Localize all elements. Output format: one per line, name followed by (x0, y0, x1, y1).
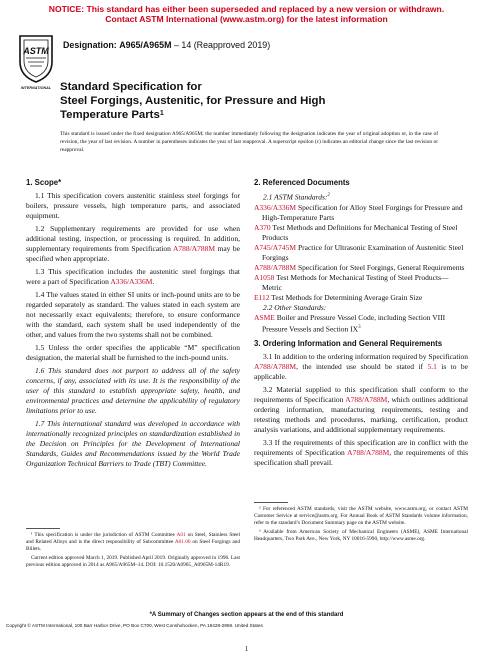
reference-item (254, 243, 468, 263)
scope-1-5: 1.5 Unless the order specifies the applicable “M” specification designation, the material shall be furnished to the inch-pound units. (26, 343, 240, 362)
link-a788[interactable]: A788/A788M (172, 244, 216, 253)
reference-item (254, 263, 468, 273)
reference-title: Specification for Alloy Steel Forgings for Pressure and High-Temperature Parts (262, 202, 463, 222)
footnote-rule-right (254, 502, 288, 503)
ordering-3-3: 3.3 If the requirements of this specification are in conflict with the requirements of Specification A788/A788M, the requirements of this specification shall prevail. (254, 438, 468, 467)
scope-1-3: 1.3 This specification includes the austenitic steel forgings that were a part of Specification A336/A336M. (26, 267, 240, 286)
scope-1-1: 1.1 This specification covers austenitic stainless steel forgings for boilers, pressure vessels, high temperature parts, and associated equipment. (26, 191, 240, 220)
link-a788[interactable]: A788/A788M (347, 448, 390, 457)
reference-title: Test Methods for Determining Average Grain Size (269, 292, 423, 302)
logo-label: INTERNATIONAL (20, 86, 52, 90)
title-line-2: Steel Forgings, Austenitic, for Pressure and High (60, 95, 326, 107)
section-ordering-heading: 3. Ordering Information and General Requirements (254, 339, 443, 348)
designation-suffix: – 14 (Reapproved 2019) (171, 40, 271, 50)
astm-logo-icon (16, 32, 56, 84)
link-a01[interactable]: A01 (176, 532, 186, 538)
reference-list (254, 203, 468, 303)
reference-item (254, 203, 468, 223)
title-footnote-mark: 1 (159, 110, 164, 117)
reference-title: Test Methods and Definitions for Mechanical Testing of Steel Products (262, 222, 458, 242)
preamble: This standard is issued under the fixed designation A965/A965M; the number immediately following the designation indicates the year of original adoption or, in the case of revision, the year of last revision. A number in parentheses indicates the year of last reapproval. A superscript epsilon (ε) indicates an editorial change since the last revision or reapproval. (60, 131, 438, 153)
footnote-edition: Current edition approved March 1, 2019. Published April 2019. Originally approved in 1996. Last previous edition approved in 2014 as A965/A965M–14. DOI: 10.1520/A0965_A0965M-14R19. (26, 555, 240, 569)
page-number: 1 (244, 645, 249, 653)
notice-line-1: NOTICE: This standard has either been superseded and replaced by a new version or withdrawn. (48, 4, 445, 14)
link-a788[interactable]: A788/A788M (254, 362, 297, 371)
link-a01-06[interactable]: A01.06 (174, 539, 191, 546)
reference-title: Test Methods for Mechanical Testing of Steel Products—Metric (262, 272, 449, 292)
footnote-3: ³ Available from American Society of Mechanical Engineers (ASME), ASME International Headquarters, Two Park Ave., New York, NY 10016-5990, http://www.asme.org. (254, 529, 468, 543)
footnote-2: ² For referenced ASTM standards, visit the ASTM website, www.astm.org, or contact ASTM Customer Service at service@astm.org. For Annual Book of ASTM Standards volume information, refer to the standard’s Document Summary page on the ASTM website. (254, 506, 468, 527)
designation-label: Designation: (63, 40, 117, 50)
supersession-notice (0, 4, 493, 24)
reference-item (254, 223, 468, 243)
scope-1-6: 1.6 This standard does not purport to address all of the safety concerns, if any, associated with its use. It is the responsibility of the user of this standard to establish appropriate safety, health, and environmental practices and determine the applicability of regulatory limitations prior to use. (26, 366, 240, 415)
footnotes-left (26, 532, 240, 571)
link-asme[interactable]: ASME (254, 312, 275, 322)
scope-1-7: 1.7 This international standard was developed in accordance with internationally recognized principles on standardization established in the Decision on Principles for the Development of International Standards, Guides and Recommendations issued by the World Trade Organization Technical Barriers to Trade (TBT) Committee. (26, 419, 240, 468)
copyright-line: Copyright © ASTM International, 100 Barr Harbor Drive, PO Box C700, West Conshohocken, PA 19428-2959. United States (6, 623, 263, 628)
other-standards-subheading: 2.2 Other Standards: (263, 302, 327, 312)
scope-1-2: 1.2 Supplementary requirements are provided for use when additional testing, inspection, or processing is required. In addition, supplementary requirements from Specification A788/A788M may be specified when appropriate. (26, 224, 240, 263)
designation-code: A965/A965M (119, 40, 172, 50)
section-referenced-heading: 2. Referenced Documents (254, 178, 350, 187)
reference-code-link[interactable]: A1058 (254, 272, 275, 282)
reference-code-link[interactable]: E112 (254, 292, 270, 302)
notice-line-2: Contact ASTM International (www.astm.org) for the latest information (105, 14, 388, 24)
title-line-3: Temperature Parts (60, 109, 160, 121)
link-section-5-1[interactable]: 5.1 (427, 362, 437, 371)
title-line-1: Standard Specification for (60, 81, 202, 93)
reference-item (254, 293, 468, 303)
reference-item (254, 273, 468, 293)
scope-1-4: 1.4 The values stated in either SI units or inch-pound units are to be regarded separately as standard. The values stated in each system are not necessarily exact equivalents; therefore, to ensure conformance with the standard, each system shall be used independently of the other, and values from the two systems shall not be combined. (26, 290, 240, 339)
left-column (26, 178, 240, 472)
designation (63, 40, 270, 50)
right-column (254, 178, 468, 471)
reference-title: Specification for Steel Forgings, General Requirements (296, 262, 465, 272)
summary-of-changes-note: *A Summary of Changes section appears at the end of this standard (149, 612, 344, 618)
astm-standards-subheading: 2.1 ASTM Standards:$^2$ (263, 192, 330, 202)
ordering-3-2: 3.2 Material supplied to this specification shall conform to the requirements of Specification A788/A788M, which outlines additional ordering information, manufacturing requirements, testing and retesting methods and procedures, marking, certification, product analysis variations, and additional supplementary requirements. (254, 385, 468, 434)
reference-asme: ASME Boiler and Pressure Vessel Code, including Section VIII Pressure Vessels and Section $IX^3$ (254, 312, 446, 333)
link-a336[interactable]: A336/A336M (110, 277, 153, 286)
reference-code-link[interactable]: A370 (254, 222, 271, 232)
reference-code-link[interactable]: A745/A745M (254, 242, 297, 252)
footnote-rule-left (26, 528, 60, 529)
link-a788[interactable]: A788/A788M (345, 395, 388, 404)
svg-text:ASTM: ASTM (23, 46, 49, 56)
ordering-3-1: 3.1 In addition to the ordering information required by Specification A788/A788M, the intended use should be stated if 5.1 is to be applicable. (254, 352, 468, 381)
section-scope-heading: 1. Scope* (26, 178, 62, 187)
footnote-1: ¹ This specification is under the jurisdiction of ASTM Committee A01 on Steel, Stainless Steel and Related Alloys and is the direct responsibility of Subcommittee A01.06 on Steel Forgings and Billets. (26, 532, 240, 553)
reference-code-link[interactable]: A336/A336M (254, 202, 297, 212)
reference-title: Practice for Ultrasonic Examination of Austenitic Steel Forgings (262, 242, 464, 262)
reference-code-link[interactable]: A788/A788M (254, 262, 297, 272)
standard-title (60, 80, 440, 122)
footnotes-right (254, 506, 468, 545)
